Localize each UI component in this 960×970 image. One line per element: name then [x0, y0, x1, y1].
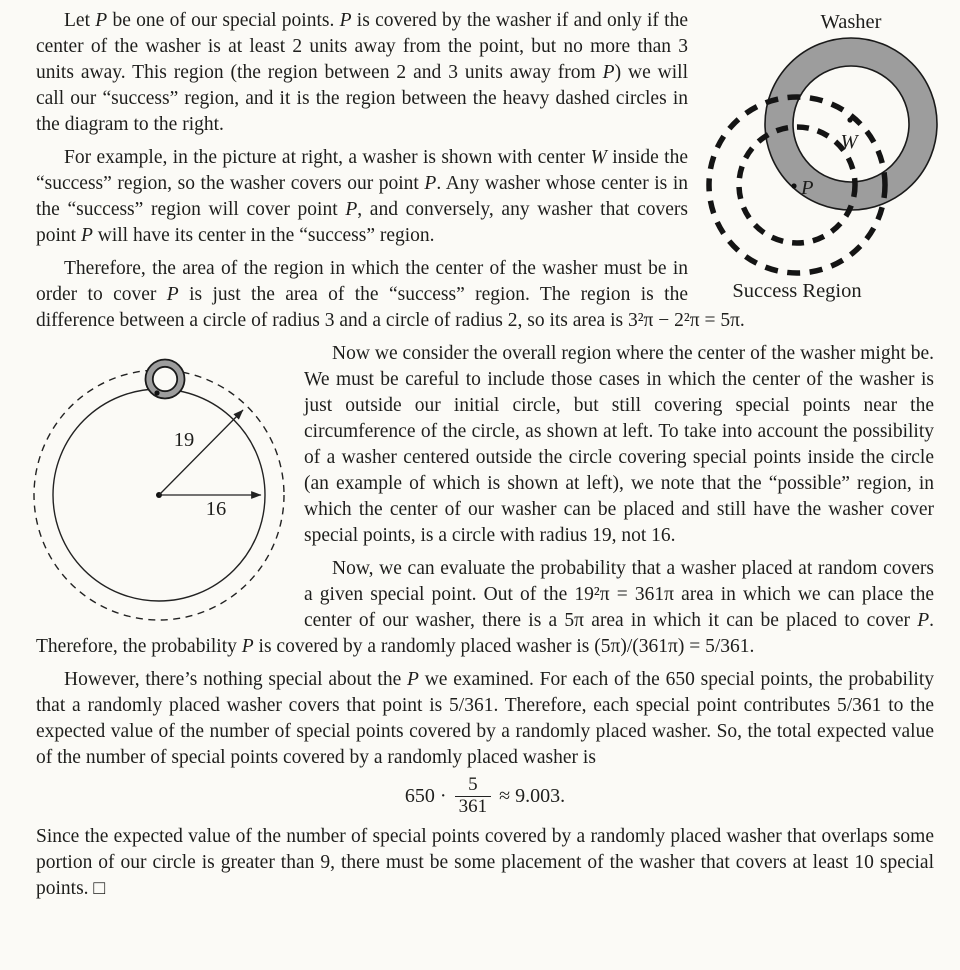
washer-annulus-shape: [765, 38, 937, 210]
paragraph-success-area: Therefore, the area of the region in which the center of the washer must be in order to cover P is just the area of the “success” region. The region is the difference between a circle of radius 3 and a circle of radius 2, so its area is 3²π − 2²π = 5π.: [36, 258, 745, 331]
washer-success-region-figure: [698, 6, 954, 310]
fraction-denominator: 361: [455, 796, 492, 818]
expected-value-equation: [36, 775, 934, 817]
boundary-washer-inner-hole: [153, 367, 177, 391]
paragraph-expected-value: However, there’s nothing special about the P we examined. For each of the 650 special points, the probability that a randomly placed washer covers that point is 5/361. Therefore, each special point contributes 5/361 to the expected value of the number of special points covered by a randomly placed washer. So, the total expected value of the number of special points covered by a randomly placed washer is: [36, 669, 934, 768]
possible-region-figure: [22, 350, 302, 648]
radius-16-label: 16: [205, 498, 227, 520]
equation-result: ≈ 9.003.: [499, 785, 566, 808]
special-point-dot: [791, 183, 796, 188]
circle-figure-svg: [22, 350, 302, 640]
paragraph-overall-region: Now we consider the overall region where the center of the washer might be. We must be careful to include those cases in which the center of the washer is just outside our initial circle, but still covering special points near the circumference of the circle, as shown at left. To take into account the possibility of a washer centered outside the circle covering special points inside the circle (an example of which is shown at left), we note that the “possible” region, in which the center of our washer can be placed and still have the washer cover special points, is a circle with radius 19, not 16.: [304, 343, 934, 546]
covered-special-point-dot: [154, 390, 159, 395]
radius-19-arrow: [159, 410, 243, 495]
success-region-caption: Success Region: [732, 280, 862, 302]
paragraph-probability: Now, we can evaluate the probability that a washer placed at random covers a given special point. Out of the 19²π = 361π area in which we can place the center of our washer, there is a 5π area in which it can be placed to cover P. Therefore, the probability P is covered by a randomly placed washer is (5π)/(361π) = 5/361.: [36, 558, 934, 657]
equation-coefficient: 650 ·: [404, 785, 447, 808]
fraction-numerator: 5: [468, 774, 478, 795]
special-point-label: P: [801, 177, 814, 199]
washer-center-label: W: [840, 131, 858, 153]
washer-figure-svg: [698, 6, 954, 302]
washer-figure-title: Washer: [820, 11, 882, 33]
washer-center-dot: [847, 117, 852, 122]
paragraph-example-washer: For example, in the picture at right, a washer is shown with center W inside the “success” region, so the washer covers our point P. Any washer whose center is in the “success” region will cover point P, and conversely, any washer that covers point P will have its center in the “success” region.: [36, 147, 689, 246]
boundary-washer-shape: [146, 360, 185, 399]
paragraph-conclusion: Since the expected value of the number of special points covered by a randomly placed washer that overlaps some portion of our circle is greater than 9, there must be some placement of the washer that covers at least 10 special points. □: [36, 826, 934, 900]
paragraph-special-points: Let P be one of our special points. P is covered by the washer if and only if the center of the washer is at least 2 units away from the point, but no more than 3 units away. This region (the region between 2 and 3 units away from P) we will call our “success” region, and it is the region between the heavy dashed circles in the diagram to the right.: [36, 10, 688, 135]
equation-fraction: [455, 775, 492, 817]
radius-19-label: 19: [173, 429, 195, 451]
